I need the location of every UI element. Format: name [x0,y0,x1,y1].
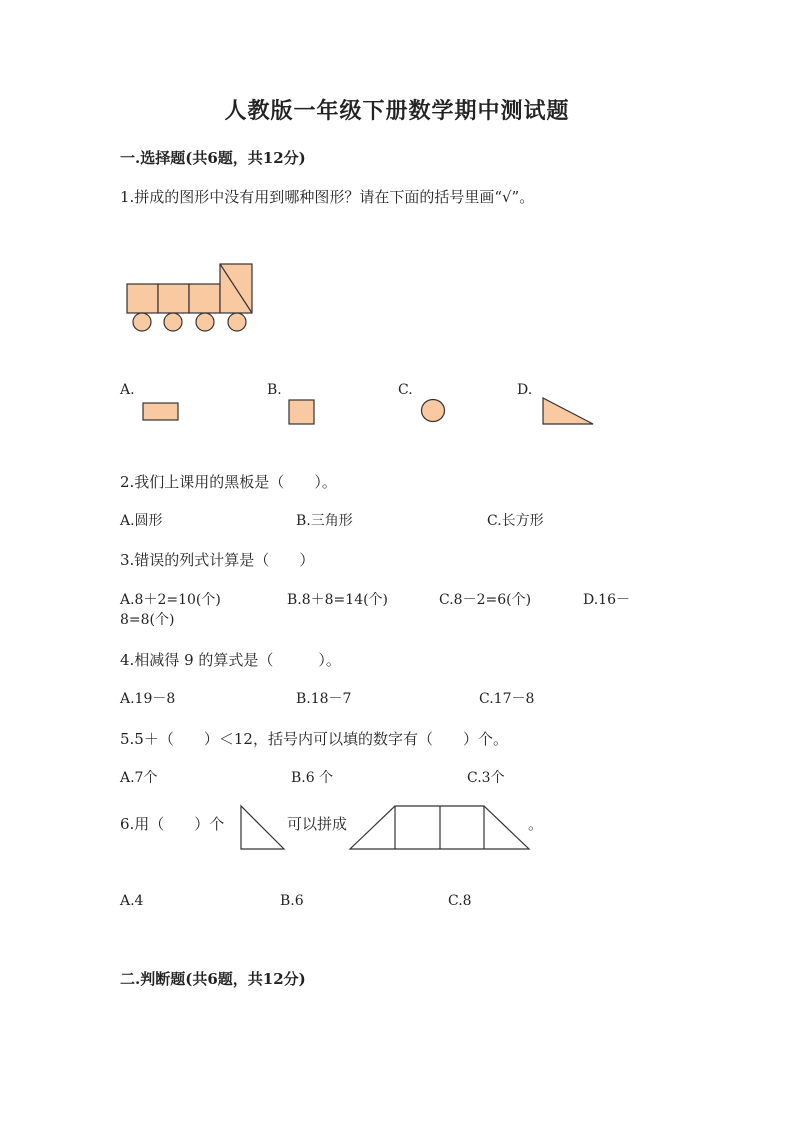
q3-option-d: D.16－ [583,592,630,608]
q6-option-b: B.6 [280,893,304,909]
section-heading-choice: 一.选择题(共6题，共12分) [120,149,306,167]
question-4-text: 4.相减得 9 的算式是（ ）。 [120,651,341,669]
q4-option-b: B.18－7 [296,691,352,707]
truck-wheel-1 [133,313,151,331]
q2-option-c: C.长方形 [487,513,544,529]
truck-wheel-3 [196,313,214,331]
q3-option-a: A.8＋2=10(个) [120,592,221,608]
q5-option-c: C.3个 [467,770,505,786]
question-1-text: 1.拼成的图形中没有用到哪种图形？请在下面的括号里画“√”。 [120,188,535,206]
question-6-text-end: 。 [528,815,544,833]
question-3-text: 3.错误的列式计算是（ ） [120,551,315,569]
section-heading-judgment: 二.判断题(共6题，共12分) [120,970,306,988]
q1-option-d-triangle [541,397,597,427]
q3-option-d-continued: 8=8(个) [120,612,175,628]
q2-option-a: A.圆形 [120,513,163,529]
question-5-text: 5.5＋（ ）＜12，括号内可以填的数字有（ ）个。 [120,730,508,748]
q6-option-a: A.4 [120,893,144,909]
q4-option-c: C.17－8 [479,691,535,707]
q6-trapezoid-figure [349,804,531,852]
q3-option-c: C.8－2=6(个) [439,592,532,608]
truck-wheel-4 [228,313,246,331]
q1-option-d-label: D. [517,382,533,398]
q1-option-a-rectangle [142,402,180,422]
q6-triangle-figure [239,804,287,852]
q2-option-b: B.三角形 [296,513,353,529]
q1-option-b-label: B. [267,382,282,398]
q3-option-b: B.8＋8=14(个) [287,592,389,608]
question-2-text: 2.我们上课用的黑板是（ ）。 [120,473,337,491]
q6-option-c: C.8 [448,893,472,909]
q1-option-c-circle [420,398,448,424]
truck-figure [126,263,256,335]
truck-body-rect-3 [189,284,220,313]
truck-body-rect-2 [158,284,189,313]
truck-body-rect-1 [127,284,158,313]
q1-option-b-square [288,399,316,426]
q5-option-b: B.6 个 [291,770,334,786]
question-6-text-middle: 可以拼成 [287,815,348,833]
q4-option-a: A.19－8 [120,691,176,707]
question-6-text-start: 6.用（ ）个 [120,815,225,833]
page-title: 人教版一年级下册数学期中测试题 [224,98,570,124]
q1-option-c-label: C. [398,382,413,398]
q1-option-a-label: A. [120,382,135,398]
truck-wheel-2 [164,313,182,331]
q5-option-a: A.7个 [120,770,158,786]
